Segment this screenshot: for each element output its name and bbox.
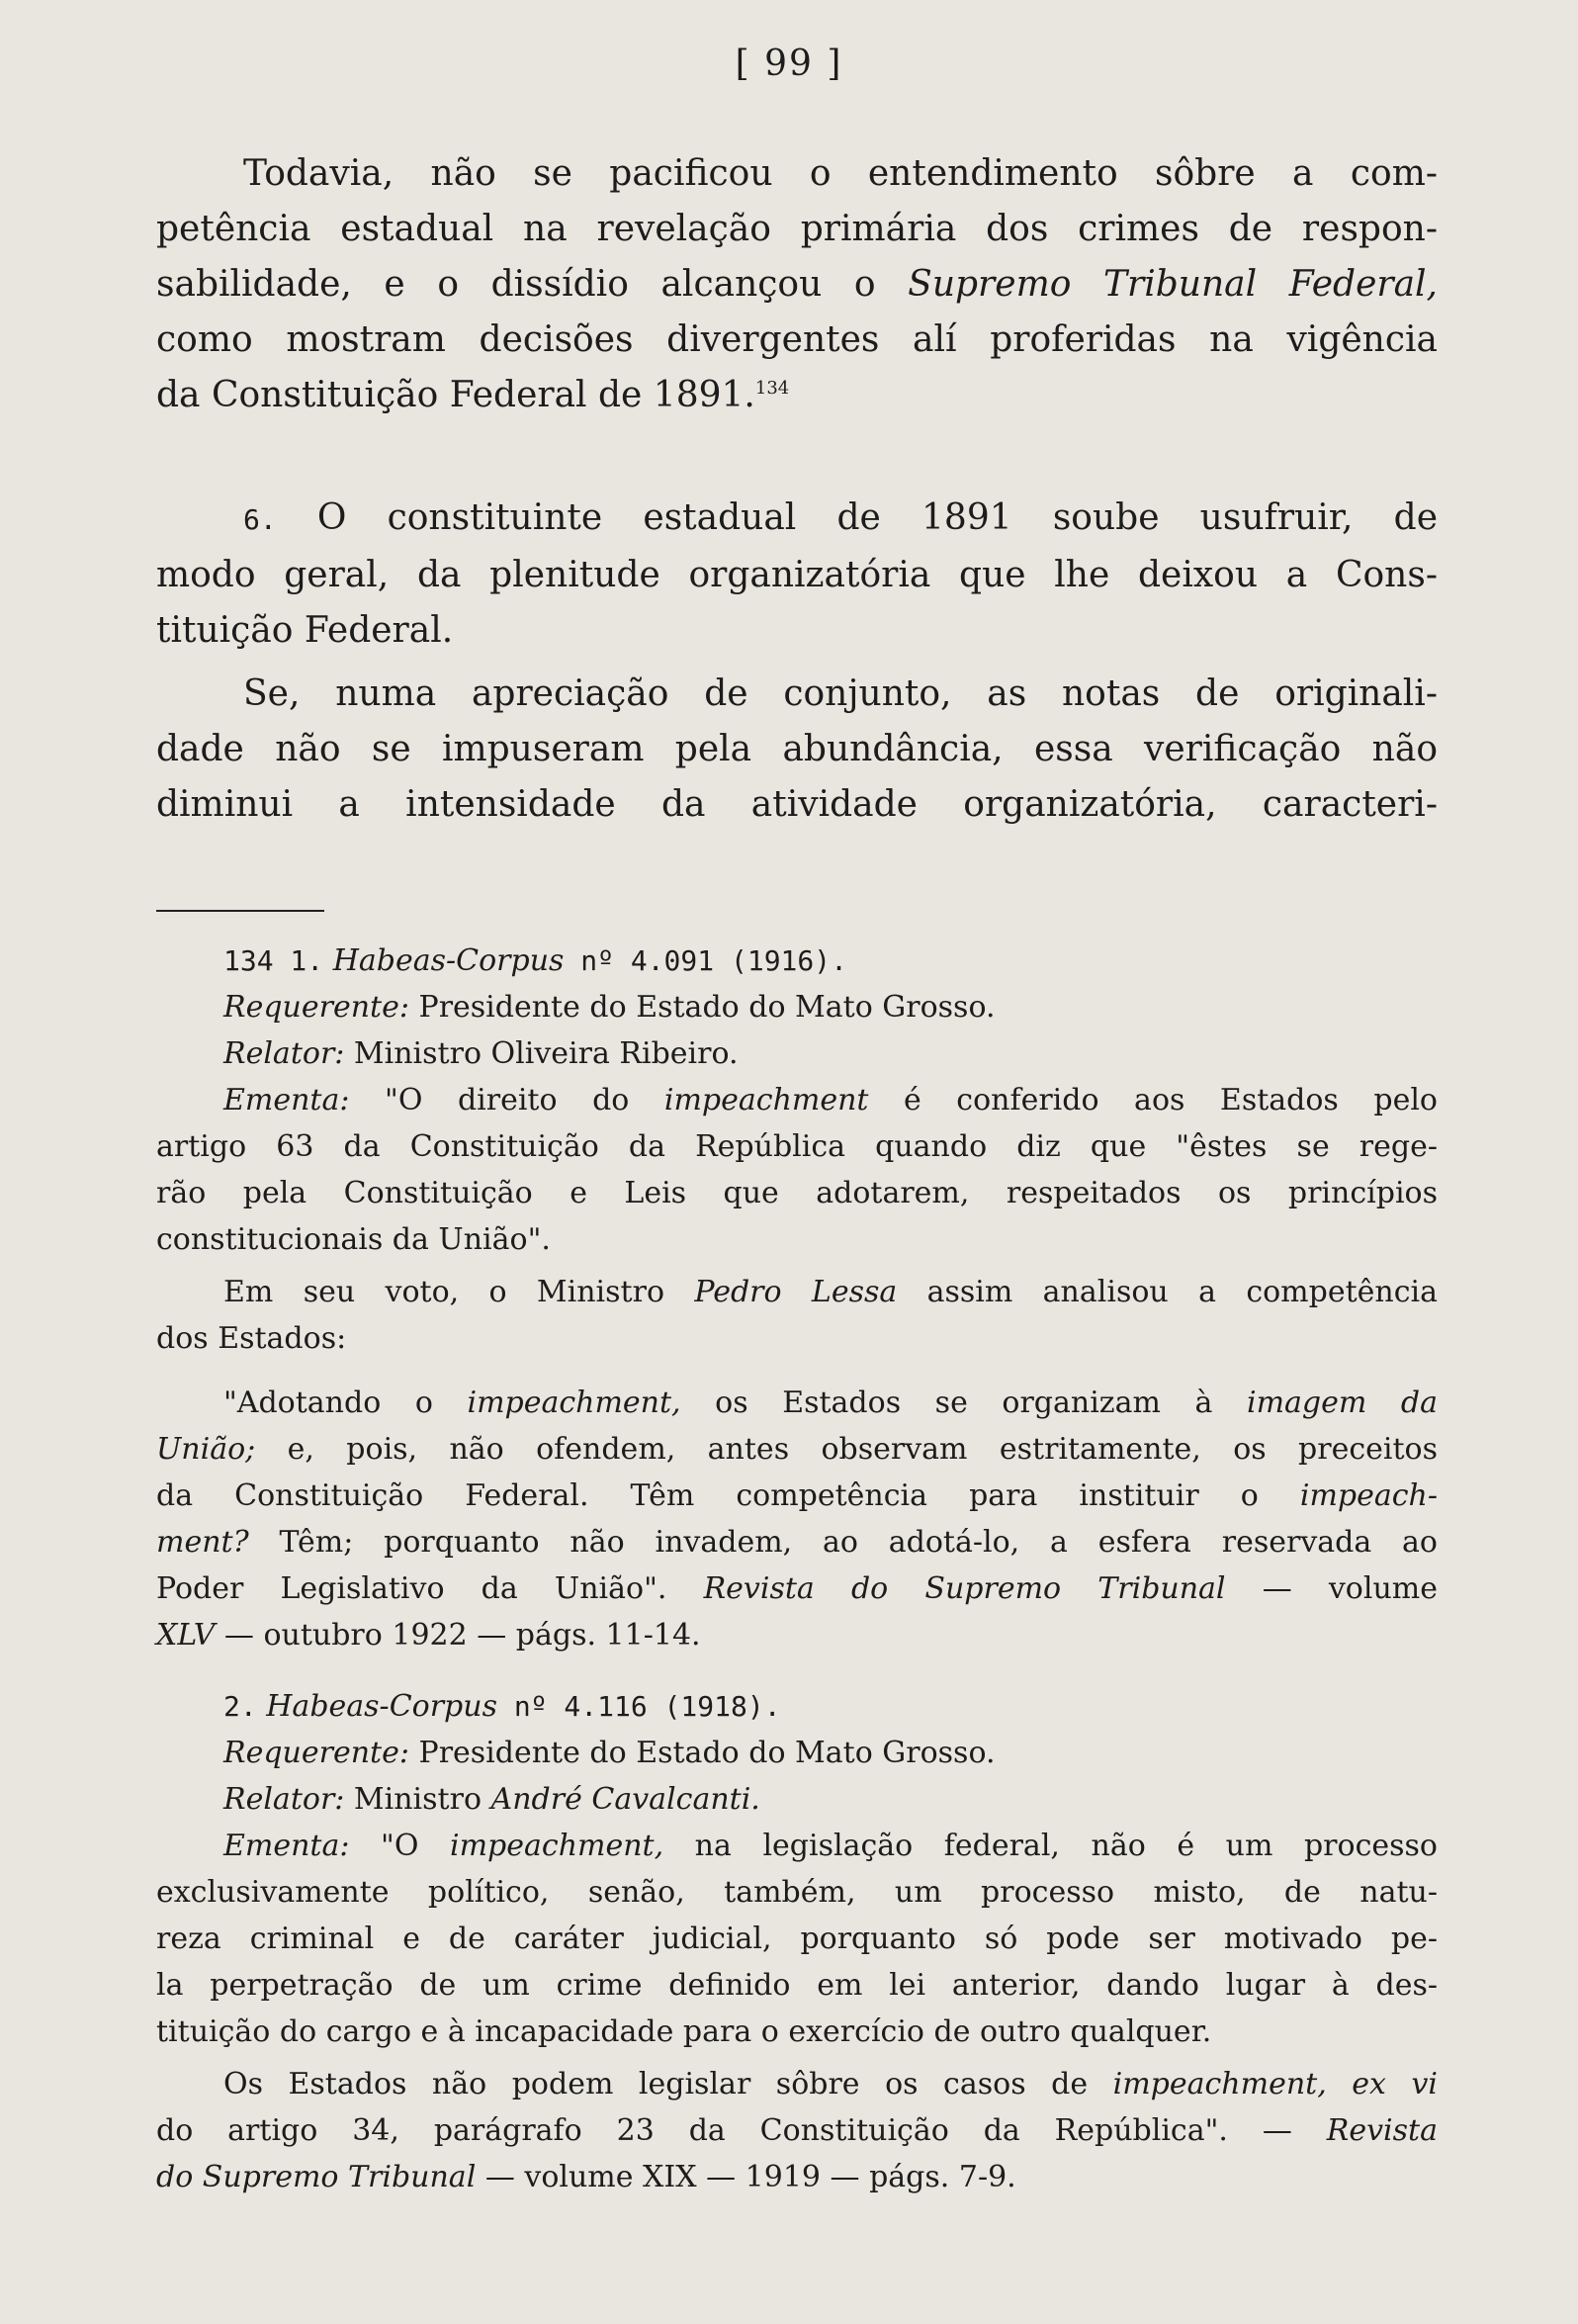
- footnote-ref: 134: [754, 378, 790, 399]
- footnote-os-estados: Os Estados não podem legislar sôbre os casos de impeachment, ex vi: [223, 2067, 1438, 2101]
- text-line: do Supremo Tribunal — volume XIX — 1919 — págs. 7-9.: [156, 2160, 1016, 2194]
- text-line: dade não se impuseram pela abundância, essa verificação não: [156, 729, 1438, 769]
- text-line: diminui a intensidade da atividade organizatória, caracteri-: [156, 784, 1438, 825]
- footnote-134-item-2: [156, 1683, 1438, 2200]
- paragraph-3: [156, 667, 1438, 833]
- text-line: rão pela Constituição e Leis que adotarem, respeitados os princípios: [156, 1176, 1438, 1210]
- text-line: tituição do cargo e à incapacidade para o exercício de outro qualquer.: [156, 2014, 1212, 2049]
- text-line: 6. O constituinte estadual de 1891 soube usufruir, de: [243, 497, 1438, 538]
- paragraph-2: [156, 491, 1438, 659]
- footnote-voto: Em seu voto, o Ministro Pedro Lessa assim analisou a competência: [223, 1275, 1438, 1309]
- footnote-ementa: Ementa: "O impeachment, na legislação federal, não é um processo: [223, 1829, 1438, 1863]
- text-line: la perpetração de um crime definido em lei anterior, dando lugar à des-: [156, 1968, 1438, 2003]
- footnote-separator: [156, 910, 324, 912]
- text-line: modo geral, da plenitude organizatória que lhe deixou a Cons-: [156, 555, 1438, 595]
- text-line: exclusivamente político, senão, também, um processo misto, de natu-: [156, 1875, 1438, 1910]
- footnote-heading: 2. Habeas-Corpus nº 4.116 (1918).: [223, 1689, 781, 1724]
- text-line: tituição Federal.: [156, 610, 454, 651]
- text-line: como mostram decisões divergentes alí proferidas na vigência: [156, 319, 1438, 360]
- text-line: reza criminal e de caráter judicial, porquanto só pode ser motivado pe-: [156, 1922, 1438, 1956]
- footnote-relator: Relator: Ministro André Cavalcanti.: [223, 1782, 760, 1817]
- footnote-requerente: Requerente: Presidente do Estado do Mato Grosso.: [223, 990, 996, 1025]
- text-line: artigo 63 da Constituição da República quando diz que "êstes se rege-: [156, 1129, 1438, 1164]
- text-line: Se, numa apreciação de conjunto, as notas de originali-: [243, 673, 1438, 714]
- court-name: Supremo Tribunal Federal,: [908, 264, 1438, 305]
- text-line: Poder Legislativo da União". Revista do Supremo Tribunal — volume: [156, 1571, 1438, 1606]
- footnote-quote: "Adotando o impeachment, os Estados se organizam à imagem da: [223, 1385, 1438, 1420]
- footnote-relator: Relator: Ministro Oliveira Ribeiro.: [223, 1036, 739, 1071]
- text-line: ment? Têm; porquanto não invadem, ao adotá-lo, a esfera reservada ao: [156, 1525, 1438, 1560]
- section-number: 6.: [243, 503, 277, 536]
- text-line: XLV — outubro 1922 — págs. 11-14.: [156, 1618, 701, 1653]
- text-line: constitucionais da União".: [156, 1222, 551, 1257]
- text-line: sabilidade, e o dissídio alcançou o Supremo Tribunal Federal,: [156, 264, 1438, 305]
- footnote-requerente: Requerente: Presidente do Estado do Mato Grosso.: [223, 1736, 996, 1770]
- page-number: [ 99 ]: [735, 44, 843, 84]
- text-line: petência estadual na revelação primária dos crimes de respon-: [156, 209, 1438, 249]
- text-line: Todavia, não se pacificou o entendimento sôbre a com-: [243, 153, 1438, 194]
- text-line: da Constituição Federal. Têm competência para instituir o impeach-: [156, 1478, 1438, 1513]
- footnote-heading: 134 1. Habeas-Corpus nº 4.091 (1916).: [223, 943, 847, 978]
- text-line: União; e, pois, não ofendem, antes observam estritamente, os preceitos: [156, 1432, 1438, 1467]
- text-line: do artigo 34, parágrafo 23 da Constituição da República". — Revista: [156, 2113, 1438, 2148]
- text-line: da Constituição Federal de 1891.$^{134}$: [156, 375, 790, 415]
- paragraph-1: [156, 146, 1438, 423]
- text-line: dos Estados:: [156, 1321, 347, 1356]
- footnote-134-item-1: [156, 938, 1438, 1658]
- footnote-ementa: Ementa: "O direito do impeachment é conferido aos Estados pelo: [223, 1083, 1438, 1117]
